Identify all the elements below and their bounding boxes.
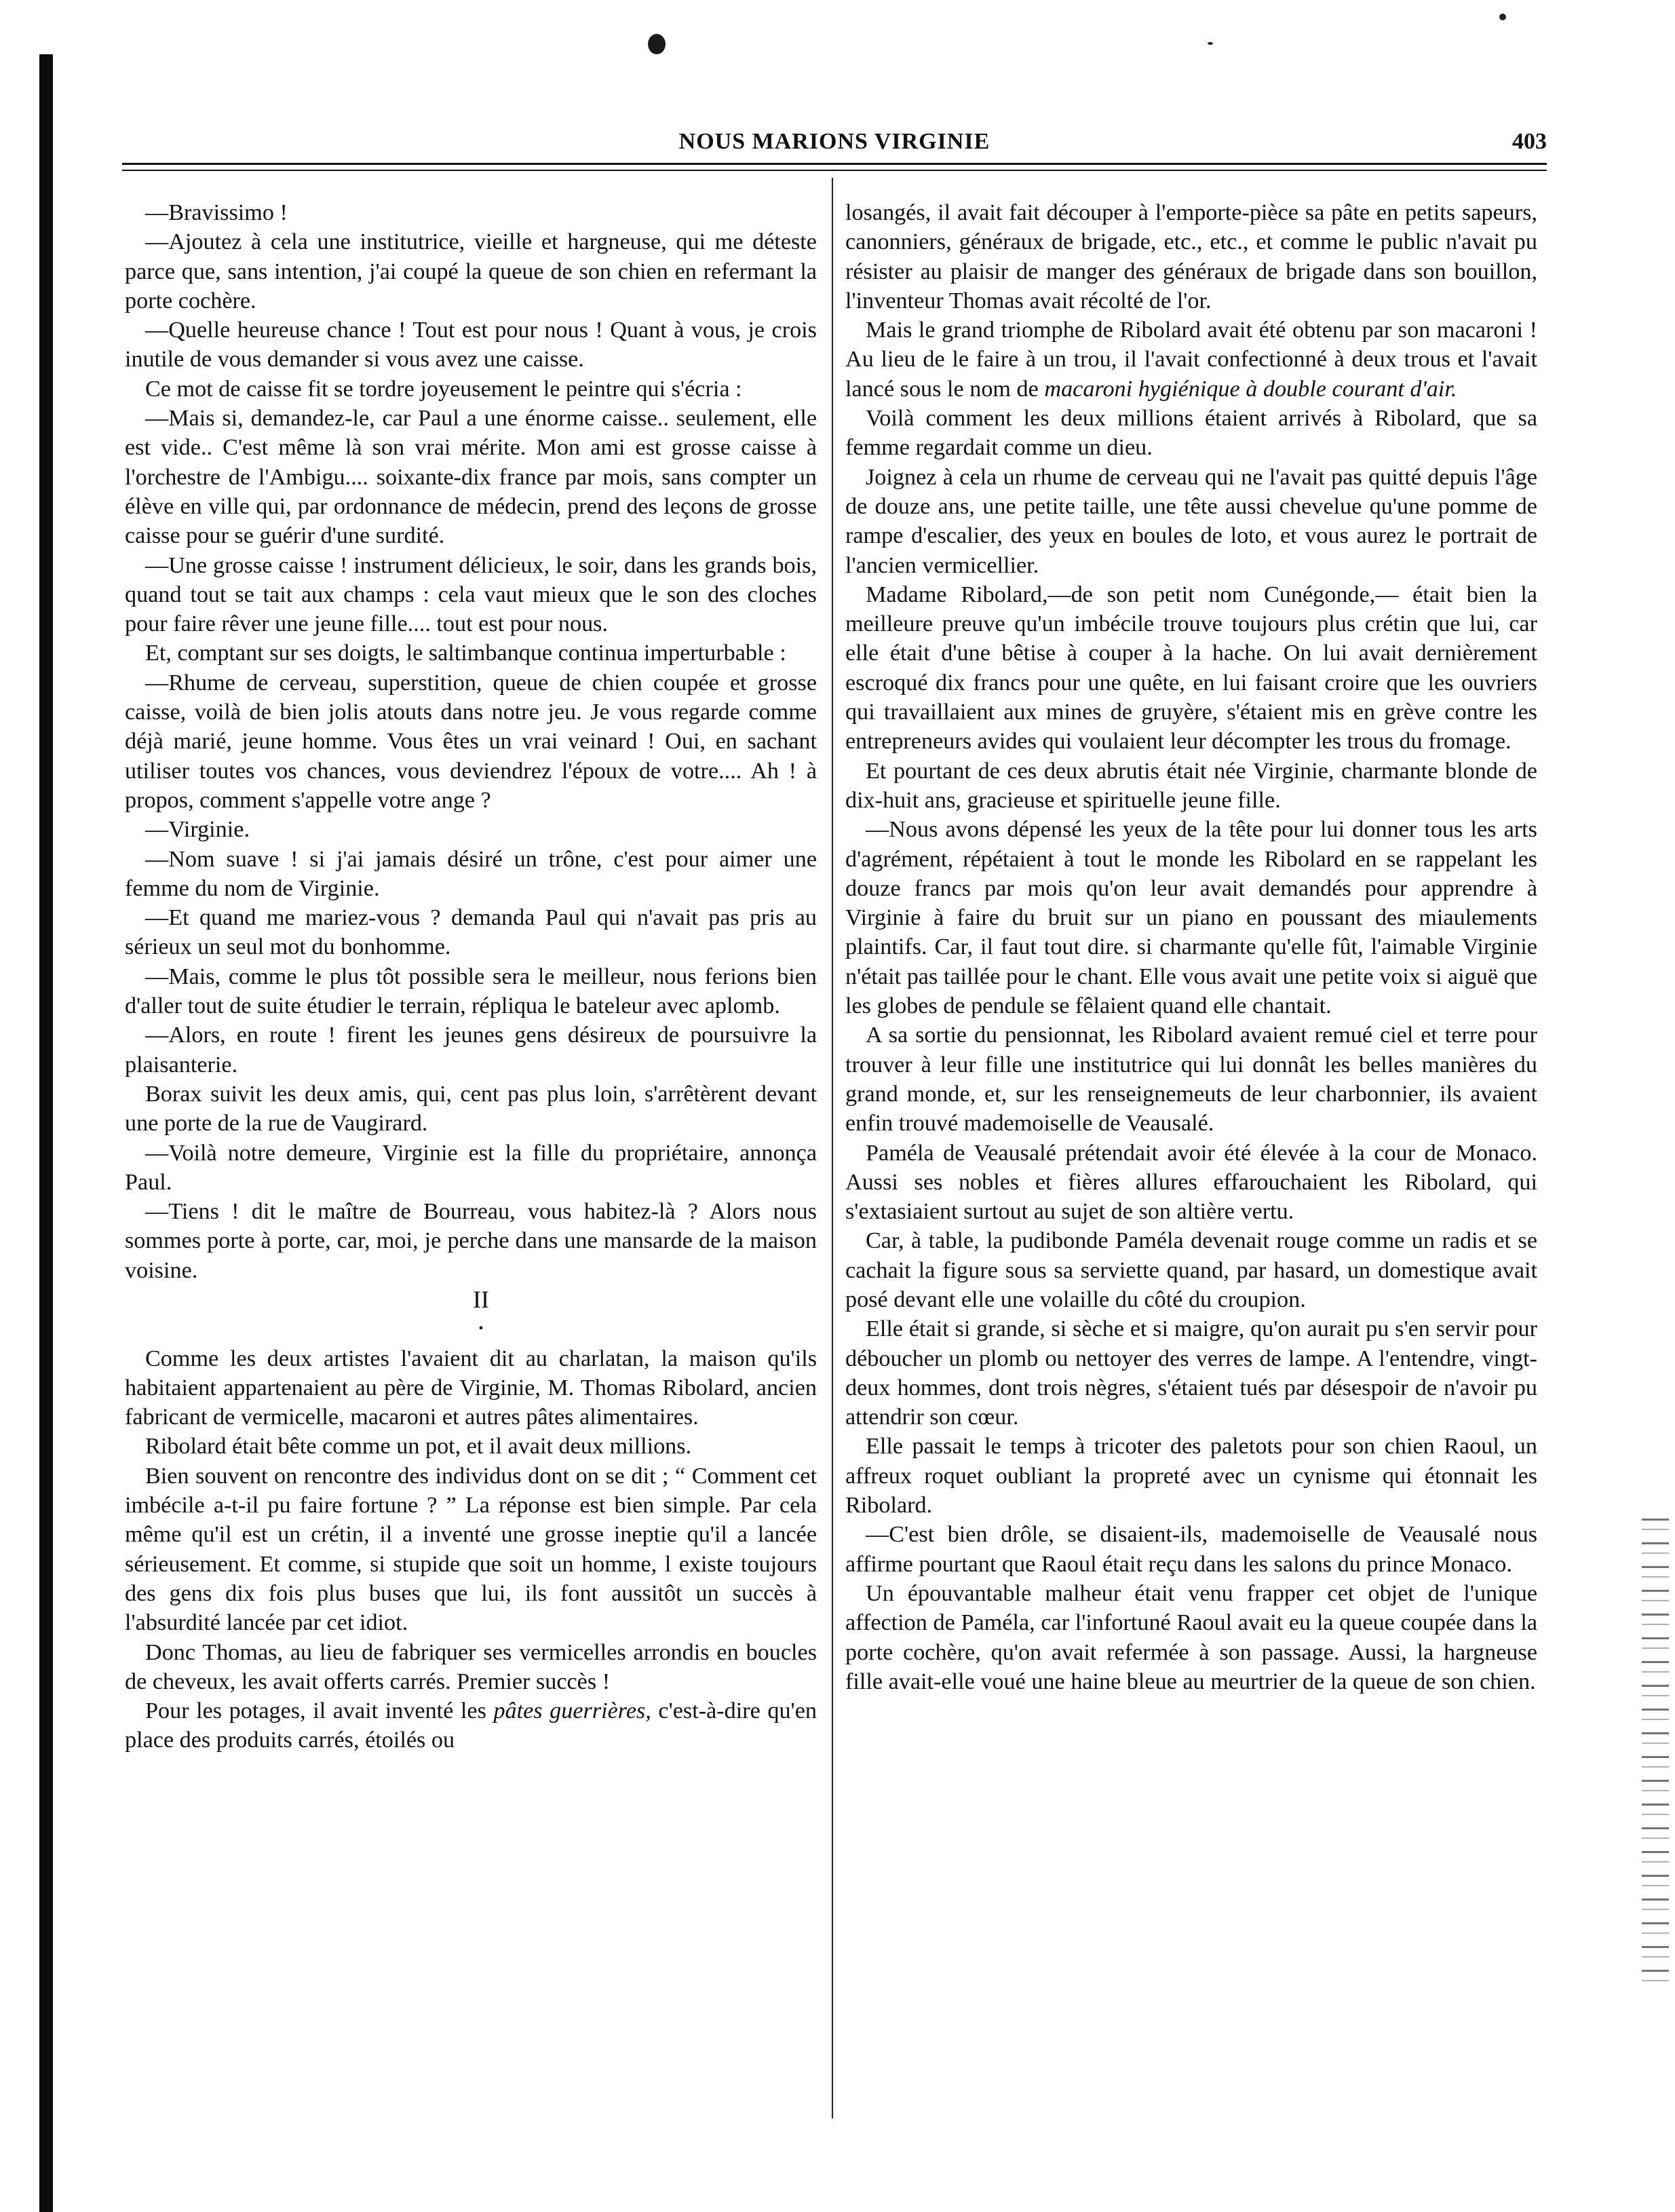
paragraph: —Quelle heureuse chance ! Tout est pour nous ! Quant à vous, je crois inutile de vous demander si vous avez une caisse. (125, 318, 817, 373)
paragraph: —Bravissimo ! (145, 200, 288, 225)
running-title: NOUS MARIONS VIRGINIE (678, 129, 990, 154)
paragraph: Comme les deux artistes l'avaient dit au charlatan, la maison qu'ils habitaient appartenaient au père de Virginie, M. Thomas Ribolard, ancien fabricant de vermicelle, macaroni et autres pâtes alimentaires. (125, 1346, 817, 1430)
paragraph: —Une grosse caisse ! instrument délicieux, le soir, dans les grands bois, quand tout se tait aux champs : cela vaut mieux que le son des cloches pour faire rêver une jeune fille.... tout est pour nous. (125, 552, 817, 637)
section-title: II (473, 1285, 489, 1313)
text-run: Mais le grand triomphe de Ribolard avait été obtenu par son macaroni ! Au lieu de le faire à un trou, il l'avait confectionné à deux trous et l'avait lancé sous le nom de (845, 318, 1537, 402)
paragraph: —Ajoutez à cela une institutrice, vieille et hargneuse, qui me déteste parce que, sans intention, j'ai coupé la queue de son chien en refermant la porte cochère. (125, 229, 817, 313)
paragraph: —Rhume de cerveau, superstition, queue de chien coupée et grosse caisse, voilà de bien jolis atouts dans notre jeu. Je vous regarde comme déjà marié, jeune homme. Vous êtes un vrai veinard ! Oui, en sachant utiliser toutes vos chances, vous deviendrez l'époux de votre.... Ah ! à propos, comment s'appelle votre ange ? (125, 670, 817, 813)
page-header (122, 129, 1547, 156)
paragraph: —Mais si, demandez-le, car Paul a une énorme caisse.. seulement, elle est vide.. C'est même là son vrai mérite. Mon ami est grosse caisse à l'orchestre de l'Ambigu.... soixante-dix france par mois, sans compter un élève en ville qui, par ordonnance de médecin, prend des leçons de grosse caisse pour se guérir d'une surdité. (125, 406, 817, 549)
paragraph: Madame Ribolard,—de son petit nom Cunégonde,— était bien la meilleure preuve qu'un imbécile trouve toujours plus crétin que lui, car elle était d'une bêtise à couper à la hache. On lui avait dernièrement escroqué dix francs pour une quête, en lui faisant croire que les ouvriers qui travaillaient aux mines de gruyère, s'étaient mis en grève contre les entrepreneurs avides qui voulaient leur décompter les trous du fromage. (845, 581, 1537, 755)
paragraph: —Virginie. (145, 817, 250, 843)
paragraph: Car, à table, la pudibonde Paméla devenait rouge comme un radis et se cachait la figure sous sa serviette quand, par hasard, un domestique avait posé devant elle une volaille du côté du croupion. (845, 1228, 1537, 1312)
page-number: 403 (1512, 129, 1547, 154)
paragraph: Ce mot de caisse fit se tordre joyeusement le peintre qui s'écria : (145, 376, 742, 402)
paragraph: Borax suivit les deux amis, qui, cent pas plus loin, s'arrêtèrent devant une porte de la rue de Vaugirard. (125, 1081, 817, 1137)
text-run: Pour les potages, il avait inventé les (145, 1698, 494, 1724)
right-column (845, 198, 1537, 1696)
column-divider (832, 178, 833, 2118)
paragraph: —Voilà notre demeure, Virginie est la fille du propriétaire, annonça Paul. (125, 1140, 817, 1195)
paragraph: Et pourtant de ces deux abrutis était née Virginie, charmante blonde de dix-huit ans, gracieuse et spirituelle jeune fille. (845, 758, 1537, 813)
paragraph: —Nous avons dépensé les yeux de la tête pour lui donner tous les arts d'agrément, répétaient à tout le monde les Ribolard en se rappelant les douze francs par mois qu'on leur avait demandés pour apprendre à Virginie à faire du bruit sur un piano en poussant des miaulements plaintifs. Car, il faut tout dire. si charmante qu'elle fût, l'aimable Virginie n'était pas taillée pour le chant. Elle vous avait une petite voix si aiguë que les globes de pendule se fêlaient quand elle chantait. (845, 817, 1537, 1019)
header-rule (122, 163, 1547, 165)
section-ornament: • (478, 1321, 484, 1337)
binding-edge (39, 54, 53, 2212)
text-run: c'est-à-dire qu'en place des produits carrés, étoilés ou (125, 1698, 817, 1753)
ink-speck (1499, 14, 1506, 20)
header-rule (122, 170, 1547, 171)
paragraph: Voilà comment les deux millions étaient arrivés à Ribolard, que sa femme regardait comme un dieu. (845, 406, 1537, 461)
paragraph: A sa sortie du pensionnat, les Ribolard avaient remué ciel et terre pour trouver à leur fille une institutrice qui lui donnât les belles manières du grand monde, et, sur les renseignemeuts de leur charbonnier, ils avaient enfin trouvé mademoiselle de Veausalé. (845, 1023, 1537, 1137)
paragraph: —C'est bien drôle, se disaient-ils, mademoiselle de Veausalé nous affirme pourtant que Raoul était reçu dans les salons du prince Monaco. (845, 1522, 1537, 1577)
paragraph: —Nom suave ! si j'ai jamais désiré un trône, c'est pour aimer une femme du nom de Virginie. (125, 846, 817, 901)
paragraph: losangés, il avait fait découper à l'emporte-pièce sa pâte en petits sapeurs, canonniers, généraux de brigade, etc., etc., et comme le public n'avait pu résister au plaisir de manger des généraux de brigade dans son bouillon, l'inventeur Thomas avait récolté de l'or. (845, 200, 1537, 313)
paragraph: Et, comptant sur ses doigts, le saltimbanque continua imperturbable : (145, 641, 786, 666)
paragraph: Elle passait le temps à tricoter des paletots pour son chien Raoul, un affreux roquet oubliant la propreté avec un cynisme qui étonnait les Ribolard. (845, 1434, 1537, 1519)
paragraph: —Alors, en route ! firent les jeunes gens désireux de poursuivre la plaisanterie. (125, 1023, 817, 1078)
paragraph: Donc Thomas, au lieu de fabriquer ses vermicelles arrondis en boucles de cheveux, les avait offerts carrés. Premier succès ! (125, 1639, 817, 1694)
paragraph: Joignez à cela un rhume de cerveau qui ne l'avait pas quitté depuis l'âge de douze ans, une petite taille, une tête aussi chevelue qu'une pomme de rampe d'escalier, des yeux en boules de loto, et vous aurez le portrait de l'ancien vermicellier. (845, 464, 1537, 578)
ink-blot (648, 34, 666, 54)
ink-speck (1208, 42, 1213, 45)
paragraph: Un épouvantable malheur était venu frapper cet objet de l'unique affection de Paméla, car l'infortuné Raoul avait eu la queue coupée dans la porte cochère, qu'on avait refermée à son passage. Aussi, la hargneuse fille avait-elle voué une haine bleue au meurtrier de la queue de son chien. (845, 1580, 1537, 1694)
margin-noise (1642, 1506, 1669, 1981)
left-column (125, 198, 817, 1755)
paragraph: Bien souvent on rencontre des individus dont on se dit ; “ Comment cet imbécile a-t-il pu faire fortune ? ” La réponse est bien simple. Par cela même qu'il est un crétin, il a inventé une grosse ineptie qu'il a lancée sérieusement. Et comme, si stupide que soit un homme, l existe toujours des gens dix fois plus buses que lui, ils font aussitôt un succès à l'absurdité lancée par cet idiot. (125, 1463, 817, 1636)
paragraph (845, 316, 1537, 404)
paragraph: Ribolard était bête comme un pot, et il avait deux millions. (145, 1434, 692, 1460)
paragraph: —Tiens ! dit le maître de Bourreau, vous habitez-là ? Alors nous sommes porte à porte, car, moi, je perche dans une mansarde de la maison voisine. (125, 1199, 817, 1283)
paragraph (125, 1696, 817, 1755)
paragraph: —Mais, comme le plus tôt possible sera le meilleur, nous ferions bien d'aller tout de suite étudier le terrain, répliqua le bateleur avec aplomb. (125, 964, 817, 1019)
paragraph: Paméla de Veausalé prétendait avoir été élevée à la cour de Monaco. Aussi ses nobles et fières allures effarouchaient les Ribolard, qui s'extasiaient surtout au sujet de son altière vertu. (845, 1140, 1537, 1225)
paragraph: Elle était si grande, si sèche et si maigre, qu'on aurait pu s'en servir pour déboucher un plomb ou nettoyer des verres de lampe. A l'entendre, vingt-deux hommes, dont trois nègres, s'étaient tués par désespoir de n'avoir pu attendrir son cœur. (845, 1316, 1537, 1430)
paragraph: —Et quand me mariez-vous ? demanda Paul qui n'avait pas pris au sérieux un seul mot du bonhomme. (125, 905, 817, 960)
italic-phrase: pâtes guerrières, (493, 1698, 651, 1724)
italic-phrase: macaroni hygiénique à double courant d'air. (1044, 376, 1457, 402)
